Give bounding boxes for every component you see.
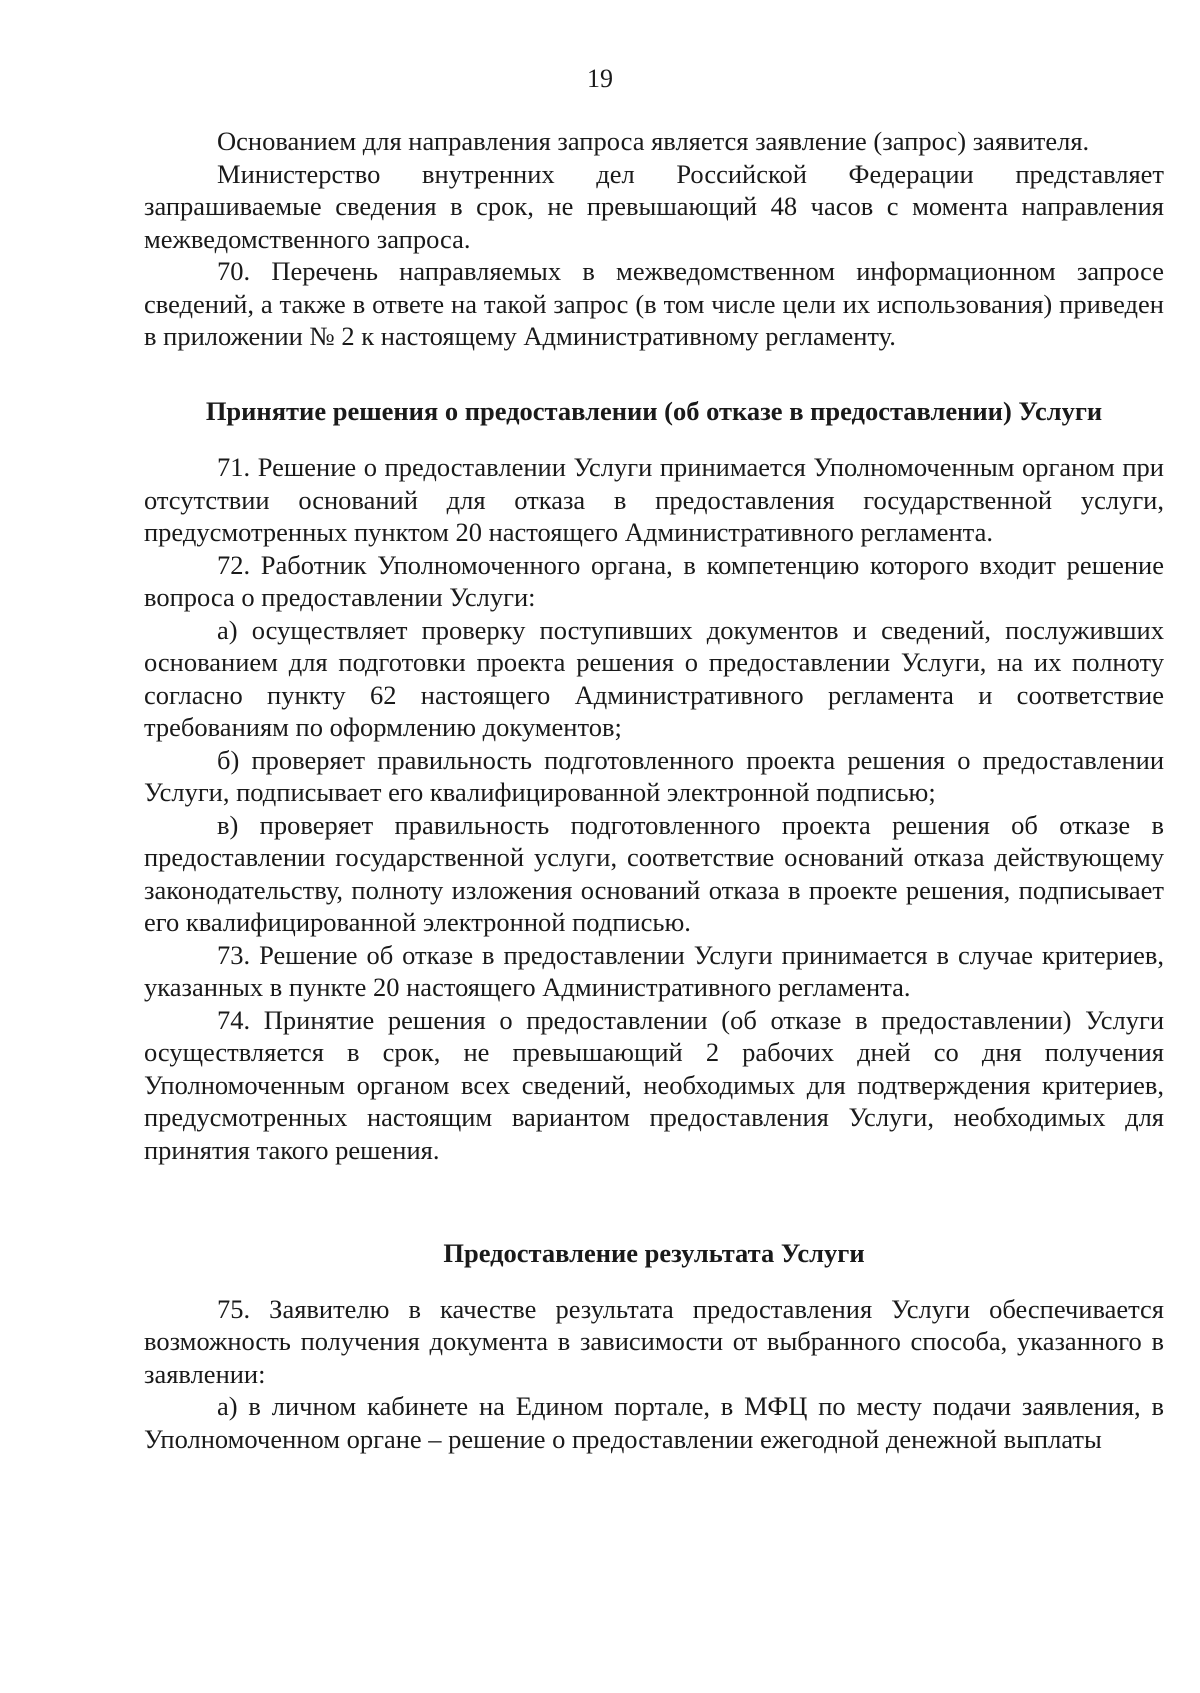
- paragraph: а) осуществляет проверку поступивших документов и сведений, послуживших основанием для подготовки проекта решения о предоставлении Услуги, на их полноту согласно пункту 62 настоящего Административного регламента и соответствие требованиям по оформлению документов;: [144, 614, 1164, 742]
- paragraph: 73. Решение об отказе в предоставлении Услуги принимается в случае критериев, указанных в пункте 20 настоящего Административного регламента.: [144, 939, 1164, 1002]
- paragraph: 70. Перечень направляемых в межведомственном информационном запросе сведений, а также в ответе на такой запрос (в том числе цели их использования) приведен в приложении № 2 к настоящему Административному регламенту.: [144, 256, 1164, 351]
- paragraph: а) в личном кабинете на Едином портале, в МФЦ по месту подачи заявления, в Уполномоченном органе – решение о предоставлении ежегодной денежной выплаты: [144, 1391, 1164, 1454]
- paragraph: 71. Решение о предоставлении Услуги принимается Уполномоченным органом при отсутствии оснований для отказа в предоставления государственной услуги, предусмотренных пунктом 20 настоящего Административного регламента.: [144, 452, 1164, 547]
- document-body: [144, 125, 1164, 1455]
- paragraph: Министерство внутренних дел Российской Федерации представляет запрашиваемые сведения в срок, не превышающий 48 часов с момента направления межведомственного запроса.: [144, 158, 1164, 254]
- paragraph: в) проверяет правильность подготовленного проекта решения об отказе в предоставлении государственной услуги, соответствие оснований отказа действующему законодательству, полноту изложения оснований отказа в проекте решения, подписывает его квалифицированной электронной подписью.: [144, 809, 1164, 937]
- paragraph: 75. Заявителю в качестве результата предоставления Услуги обеспечивается возможность получения документа в зависимости от выбранного способа, указанного в заявлении:: [144, 1293, 1164, 1389]
- paragraph: 74. Принятие решения о предоставлении (об отказе в предоставлении) Услуги осуществляется в срок, не превышающий 2 рабочих дней со дня получения Уполномоченным органом всех сведений, необходимых для подтверждения критериев, предусмотренных настоящим вариантом предоставления Услуги, необходимых для принятия такого решения.: [144, 1004, 1164, 1165]
- section-heading-result: Предоставление результата Услуги: [443, 1238, 865, 1268]
- section-heading-decision: Принятие решения о предоставлении (об отказе в предоставлении) Услуги: [205, 395, 1103, 426]
- paragraph: б) проверяет правильность подготовленного проекта решения о предоставлении Услуги, подписывает его квалифицированной электронной подписью;: [144, 744, 1164, 807]
- paragraph: 72. Работник Уполномоченного органа, в компетенцию которого входит решение вопроса о предоставлении Услуги:: [144, 549, 1164, 612]
- page-number: 19: [587, 64, 613, 93]
- paragraph: Основанием для направления запроса является заявление (запрос) заявителя.: [217, 126, 1090, 156]
